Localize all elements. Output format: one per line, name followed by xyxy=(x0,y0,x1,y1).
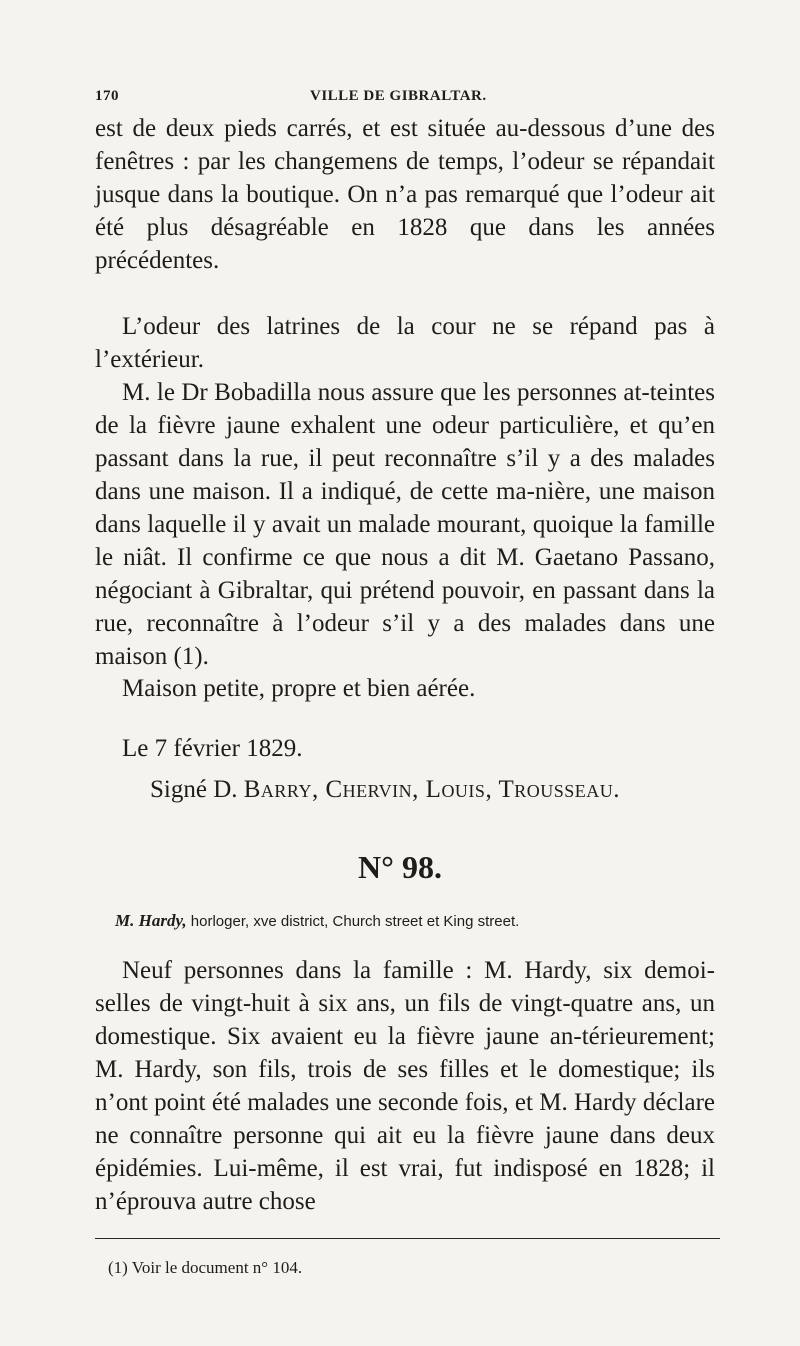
paragraph-continuation: est de deux pieds carrés, et est située au-dessous d’une des fenêtres : par les changemens de temps, l’odeur se répandait jusque dans la boutique. On n’a pas remarqué que l’odeur ait été plus désagréable en 1828 que dans les années précédentes. xyxy=(95,115,715,274)
paragraph-latrines: L’odeur des latrines de la cour ne se répand pas à l’extérieur. xyxy=(95,313,715,373)
running-title: VILLE DE GIBRALTAR. xyxy=(310,88,487,104)
paragraph-maison: Maison petite, propre et bien aérée. xyxy=(122,675,476,702)
person-description: horloger, xve district, Church street et King street. xyxy=(190,913,520,930)
signature-names: Barry, Chervin, Louis, Trousseau. xyxy=(243,776,621,803)
section-number: N° 98. xyxy=(358,849,442,885)
signature-line xyxy=(150,776,620,804)
person-name: M. Hardy, xyxy=(115,911,187,930)
footnote-divider xyxy=(95,1238,720,1239)
section-subheading xyxy=(115,911,735,931)
signature-prefix: Signé D. xyxy=(150,776,238,803)
page-number: 170 xyxy=(95,88,119,104)
paragraph-hardy: Neuf personnes dans la famille : M. Hardy, six demoi-selles de vingt-huit à six ans, un fils de vingt-quatre ans, un domestique. Six avaient eu la fièvre jaune an-térieurement; M. Hardy, son fils, trois de ses filles et le domestique; ils n’ont point été malades une seconde fois, et M. Hardy déclare ne connaître personne qui ait eu la fièvre jaune dans deux épidémies. Lui-même, il est vrai, fut indisposé en 1828; il n’éprouva autre chose xyxy=(95,957,715,1215)
paragraph-bobadilla: M. le Dr Bobadilla nous assure que les personnes at-teintes de la fièvre jaune exhalent une odeur particulière, et qu’en passant dans la rue, il peut reconnaître s’il y a des malades dans une maison. Il a indiqué, de cette ma-nière, une maison dans laquelle il y avait un malade mourant, quoique la famille le niât. Il confirme ce que nous a dit M. Gaetano Passano, négociant à Gibraltar, qui prétend pouvoir, en passant dans la rue, reconnaître à l’odeur s’il y a des malades dans une maison (1). xyxy=(95,379,715,670)
footnote: (1) Voir le document n° 104. xyxy=(108,1258,303,1277)
date-line: Le 7 février 1829. xyxy=(122,735,303,762)
